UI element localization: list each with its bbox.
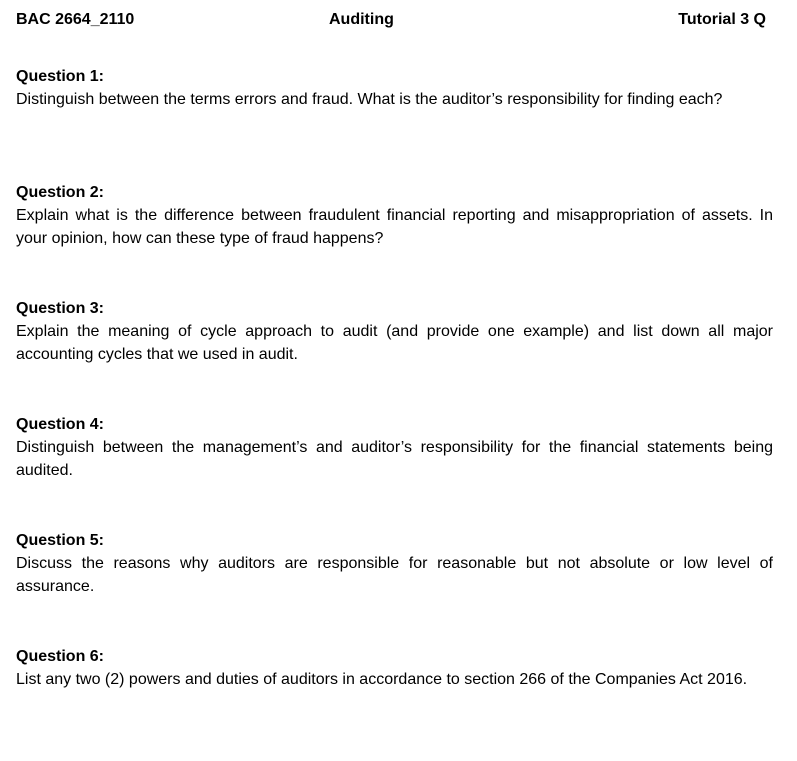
question-6 [16,645,773,761]
question-title: Question 1: [16,68,105,85]
question-list [16,65,773,761]
question-title: Question 3: [16,300,105,317]
question-text: List any two (2) powers and duties of auditors in accordance to section 266 of the Companies Act 2016. [16,671,748,688]
question-text: Distinguish between the management’s and auditor’s responsibility for the financial statements being audited. [16,439,773,479]
question-4 [16,413,773,529]
question-text: Explain the meaning of cycle approach to audit (and provide one example) and list down all major accounting cycles that we used in audit. [16,323,773,363]
question-title: Question 5: [16,532,105,549]
subject-title: Auditing [329,11,394,28]
question-text: Distinguish between the terms errors and fraud. What is the auditor’s responsibility for finding each? [16,91,723,108]
question-title: Question 4: [16,416,105,433]
question-title: Question 2: [16,184,105,201]
tutorial-label: Tutorial 3 Q [678,11,766,28]
question-2 [16,181,773,297]
question-text: Discuss the reasons why auditors are responsible for reasonable but not absolute or low level of assurance. [16,555,773,595]
question-title: Question 6: [16,648,105,665]
course-code: BAC 2664_2110 [16,11,135,28]
question-1 [16,65,773,181]
question-5 [16,529,773,645]
question-3 [16,297,773,413]
page-header [16,11,773,31]
question-text: Explain what is the difference between fraudulent financial reporting and misappropriation of assets. In your opinion, how can these type of fraud happens? [16,207,773,247]
